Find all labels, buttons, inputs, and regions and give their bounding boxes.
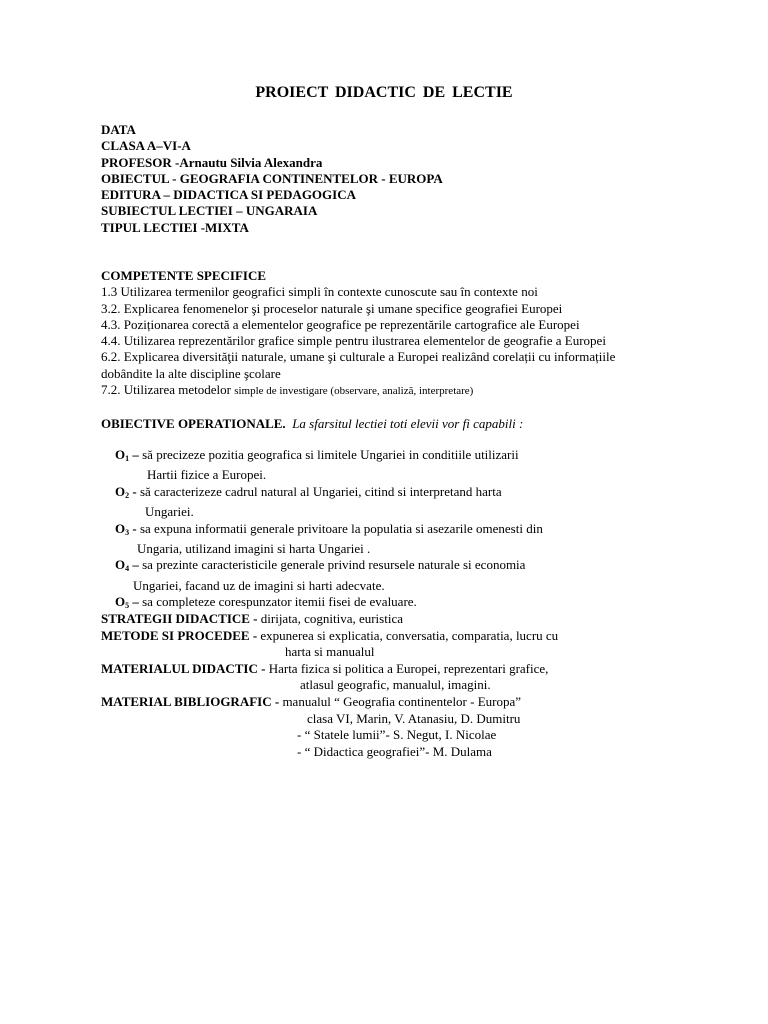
obiectiv-index: 1 [125,454,130,463]
header-editura: EDITURA – DIDACTICA SI PEDAGOGICA [101,187,356,203]
obiectiv-text-cont: Ungaria, utilizand imagini si harta Ungariei . [137,541,371,557]
strategii-section [101,611,558,760]
obiectiv-text: sa expuna informatii generale privitoare la populatia si asezarile omenesti din [136,520,543,536]
obiective-heading-row [101,416,523,432]
header-block [101,122,443,236]
obiectiv-item [115,557,543,577]
biblio-value: manualul “ Geografia continentelor - Europa” [279,693,522,709]
competenta-last-main: 7.2. Utilizarea metodelor [101,382,235,398]
header-profesor: PROFESOR -Arnautu Silvia Alexandra [101,154,323,170]
competenta-item: 4.4. Utilizarea reprezentărilor grafice simple pentru ilustrarea elementelor de geografie a Europei [101,333,606,349]
biblio-cont-row [101,711,558,728]
obiectiv-label: O [115,520,126,536]
header-subiectul: SUBIECTUL LECTIEI – UNGARAIA [101,203,318,219]
obiectiv-sep: – [129,557,139,573]
biblio-ref-row [101,744,558,761]
competenta-item: 1.3 Utilizarea termenilor geografici simpli în contexte cunoscute sau în contexte noi [101,284,538,300]
obiectiv-label: O [115,483,126,499]
obiectiv-text-cont: Ungariei, facand uz de imagini si harti adecvate. [133,577,385,593]
obiectiv-sep: - [129,483,137,499]
competenta-item: 6.2. Explicarea diversităţii naturale, umane şi culturale a Europei realizând corelații cu informațiile [101,349,616,365]
competente-section [101,268,615,399]
biblio-row [101,694,558,711]
header-data: DATA [101,122,136,137]
material-cont-row [101,677,558,694]
material-label: MATERIALUL DIDACTIC - [101,660,266,676]
competenta-item-cont: dobândite la alte discipline şcolare [101,365,281,381]
metode-label: METODE SI PROCEDEE - [101,627,258,643]
competenta-last-small: simple de investigare (observare, analiză, interpretare) [234,385,474,398]
obiectiv-label: O [115,447,126,462]
strategii-row [101,611,558,628]
obiectiv-item [115,521,543,541]
obiectiv-text: sa prezinte caracteristicile generale privind resursele naturale si economia [138,557,526,573]
obiectiv-sep: – [129,594,139,610]
obiectiv-text: să precizeze pozitia geografica si limitele Ungariei in conditiile utilizarii [138,447,519,462]
obiective-subtitle: La sfarsitul lectiei toti elevii vor fi capabili : [292,416,524,431]
obiectiv-index: 3 [125,527,130,537]
obiectiv-sep: - [129,520,137,536]
metode-cont: harta si manualul [285,644,375,660]
header-obiectul: OBIECTUL - GEOGRAFIA CONTINENTELOR - EUROPA [101,170,443,186]
document-title: PROIECT DIDACTIC DE LECTIE [255,84,513,101]
material-cont: atlasul geografic, manualul, imagini. [300,677,491,693]
metode-row [101,628,558,645]
obiectiv-index: 5 [125,601,130,611]
obiectiv-index: 2 [125,490,130,500]
obiectiv-text-cont: Ungariei. [145,504,194,520]
material-row [101,661,558,678]
obiective-list [115,447,543,615]
biblio-label: MATERIAL BIBLIOGRAFIC - [101,693,280,709]
header-clasa: CLASA A–VI-A [101,138,191,154]
strategii-label: STRATEGII DIDACTICE - [101,611,258,626]
competenta-item-last [101,382,615,399]
obiective-title: OBIECTIVE OPERATIONALE. [101,416,286,431]
obiectiv-label: O [115,557,126,573]
competente-title: COMPETENTE SPECIFICE [101,268,267,283]
obiectiv-sep: – [129,447,139,462]
metode-cont-row [101,644,558,661]
biblio-ref: - “ Statele lumii”- S. Negut, I. Nicolae [297,727,497,743]
obiectiv-item [115,447,543,467]
metode-value: expunerea si explicatia, conversatia, comparatia, lucru cu [257,627,559,643]
biblio-cont: clasa VI, Marin, V. Atanasiu, D. Dumitru [307,710,521,726]
obiectiv-index: 4 [125,564,130,574]
obiective-heading [101,416,523,432]
biblio-ref: - “ Didactica geografiei”- M. Dulama [297,743,492,759]
competenta-item: 4.3. Poziționarea corectă a elementelor geografice pe reprezentările cartografice ale Europei [101,316,580,332]
obiectiv-text: să caracterizeze cadrul natural al Ungariei, citind si interpretand harta [136,483,502,499]
competenta-item: 3.2. Explicarea fenomenelor şi proceselor naturale şi umane specifice geografiei Europei [101,300,563,316]
obiectiv-item [115,484,543,504]
strategii-value: dirijata, cognitiva, euristica [257,611,403,626]
material-value: Harta fizica si politica a Europei, reprezentari grafice, [265,660,549,676]
biblio-ref-row [101,727,558,744]
obiectiv-text-cont: Hartii fizice a Europei. [147,467,267,483]
header-tipul: TIPUL LECTIEI -MIXTA [101,219,249,235]
obiectiv-label: O [115,594,126,610]
obiectiv-text: sa completeze corespunzator itemii fisei de evaluare. [138,594,417,610]
